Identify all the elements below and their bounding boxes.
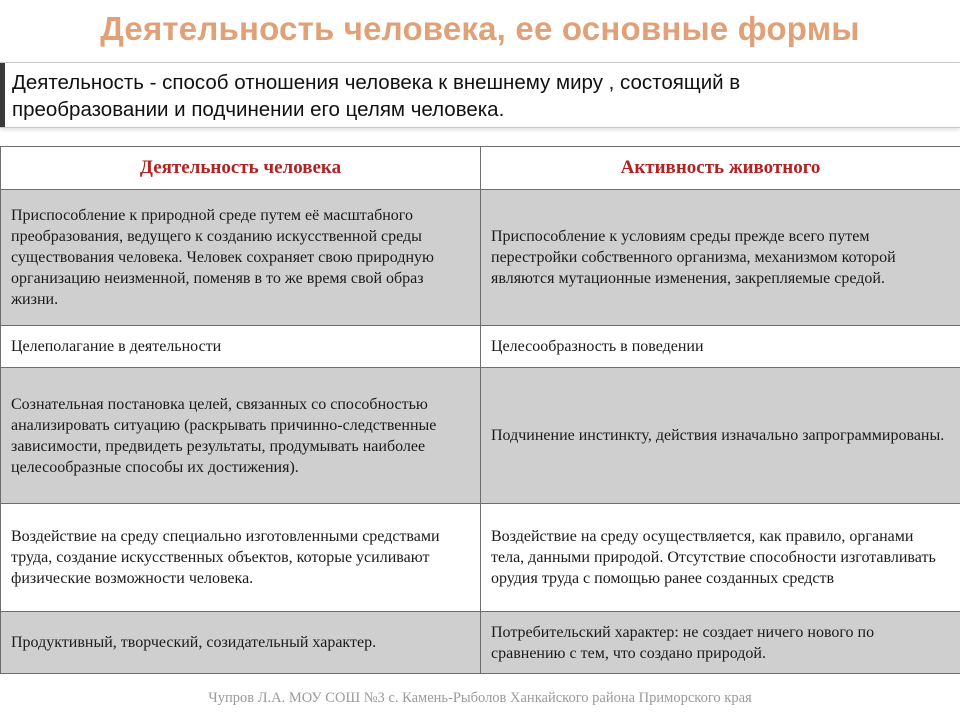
header-human-activity: Деятельность человека	[1, 147, 481, 190]
cell-human: Продуктивный, творческий, созидательный характер.	[1, 612, 481, 674]
table-header-row	[1, 147, 960, 190]
definition-accent-bar	[0, 63, 5, 127]
cell-human: Воздействие на среду специально изготовленными средствами труда, создание искусственных объектов, которые усиливают физические возможности человека.	[1, 504, 481, 612]
cell-animal: Потребительский характер: не создает ничего нового по сравнению с тем, что создано природой.	[481, 612, 960, 674]
table-row	[1, 504, 960, 612]
table-row	[1, 190, 960, 326]
table-row	[1, 326, 960, 368]
definition-text: Деятельность - способ отношения человека к внешнему миру , состоящий в преобразовании и подчинении его целям человека.	[12, 71, 741, 121]
comparison-table	[0, 146, 960, 674]
cell-animal: Подчинение инстинкту, действия изначально запрограммированы.	[481, 368, 960, 504]
cell-human: Целеполагание в деятельности	[1, 326, 481, 368]
cell-animal: Приспособление к условиям среды прежде всего путем перестройки собственного организма, механизмом которой являются мутационные изменения, закрепляемые средой.	[481, 190, 960, 326]
cell-animal: Воздействие на среду осуществляется, как правило, органами тела, данными природой. Отсутствие способности изготавливать орудия труда с помощью ранее созданных средств	[481, 504, 960, 612]
table-row	[1, 612, 960, 674]
definition-box	[0, 62, 960, 128]
header-animal-activity: Активность животного	[481, 147, 960, 190]
slide-footer: Чупров Л.А. МОУ СОШ №3 с. Камень-Рыболов Ханкайского района Приморского края	[208, 690, 752, 706]
table-row	[1, 368, 960, 504]
cell-human: Приспособление к природной среде путем её масштабного преобразования, ведущего к созданию искусственной среды существования человека. Человек сохраняет свою природную организацию неизменной, поменяв в то же время свой образ жизни.	[1, 190, 481, 326]
cell-animal: Целесообразность в поведении	[481, 326, 960, 368]
slide-title: Деятельность человека, ее основные формы	[100, 10, 860, 47]
cell-human: Сознательная постановка целей, связанных со способностью анализировать ситуацию (раскрывать причинно-следственные зависимости, предвидеть результаты, продумывать наиболее целесообразные способы их достижения).	[1, 368, 481, 504]
